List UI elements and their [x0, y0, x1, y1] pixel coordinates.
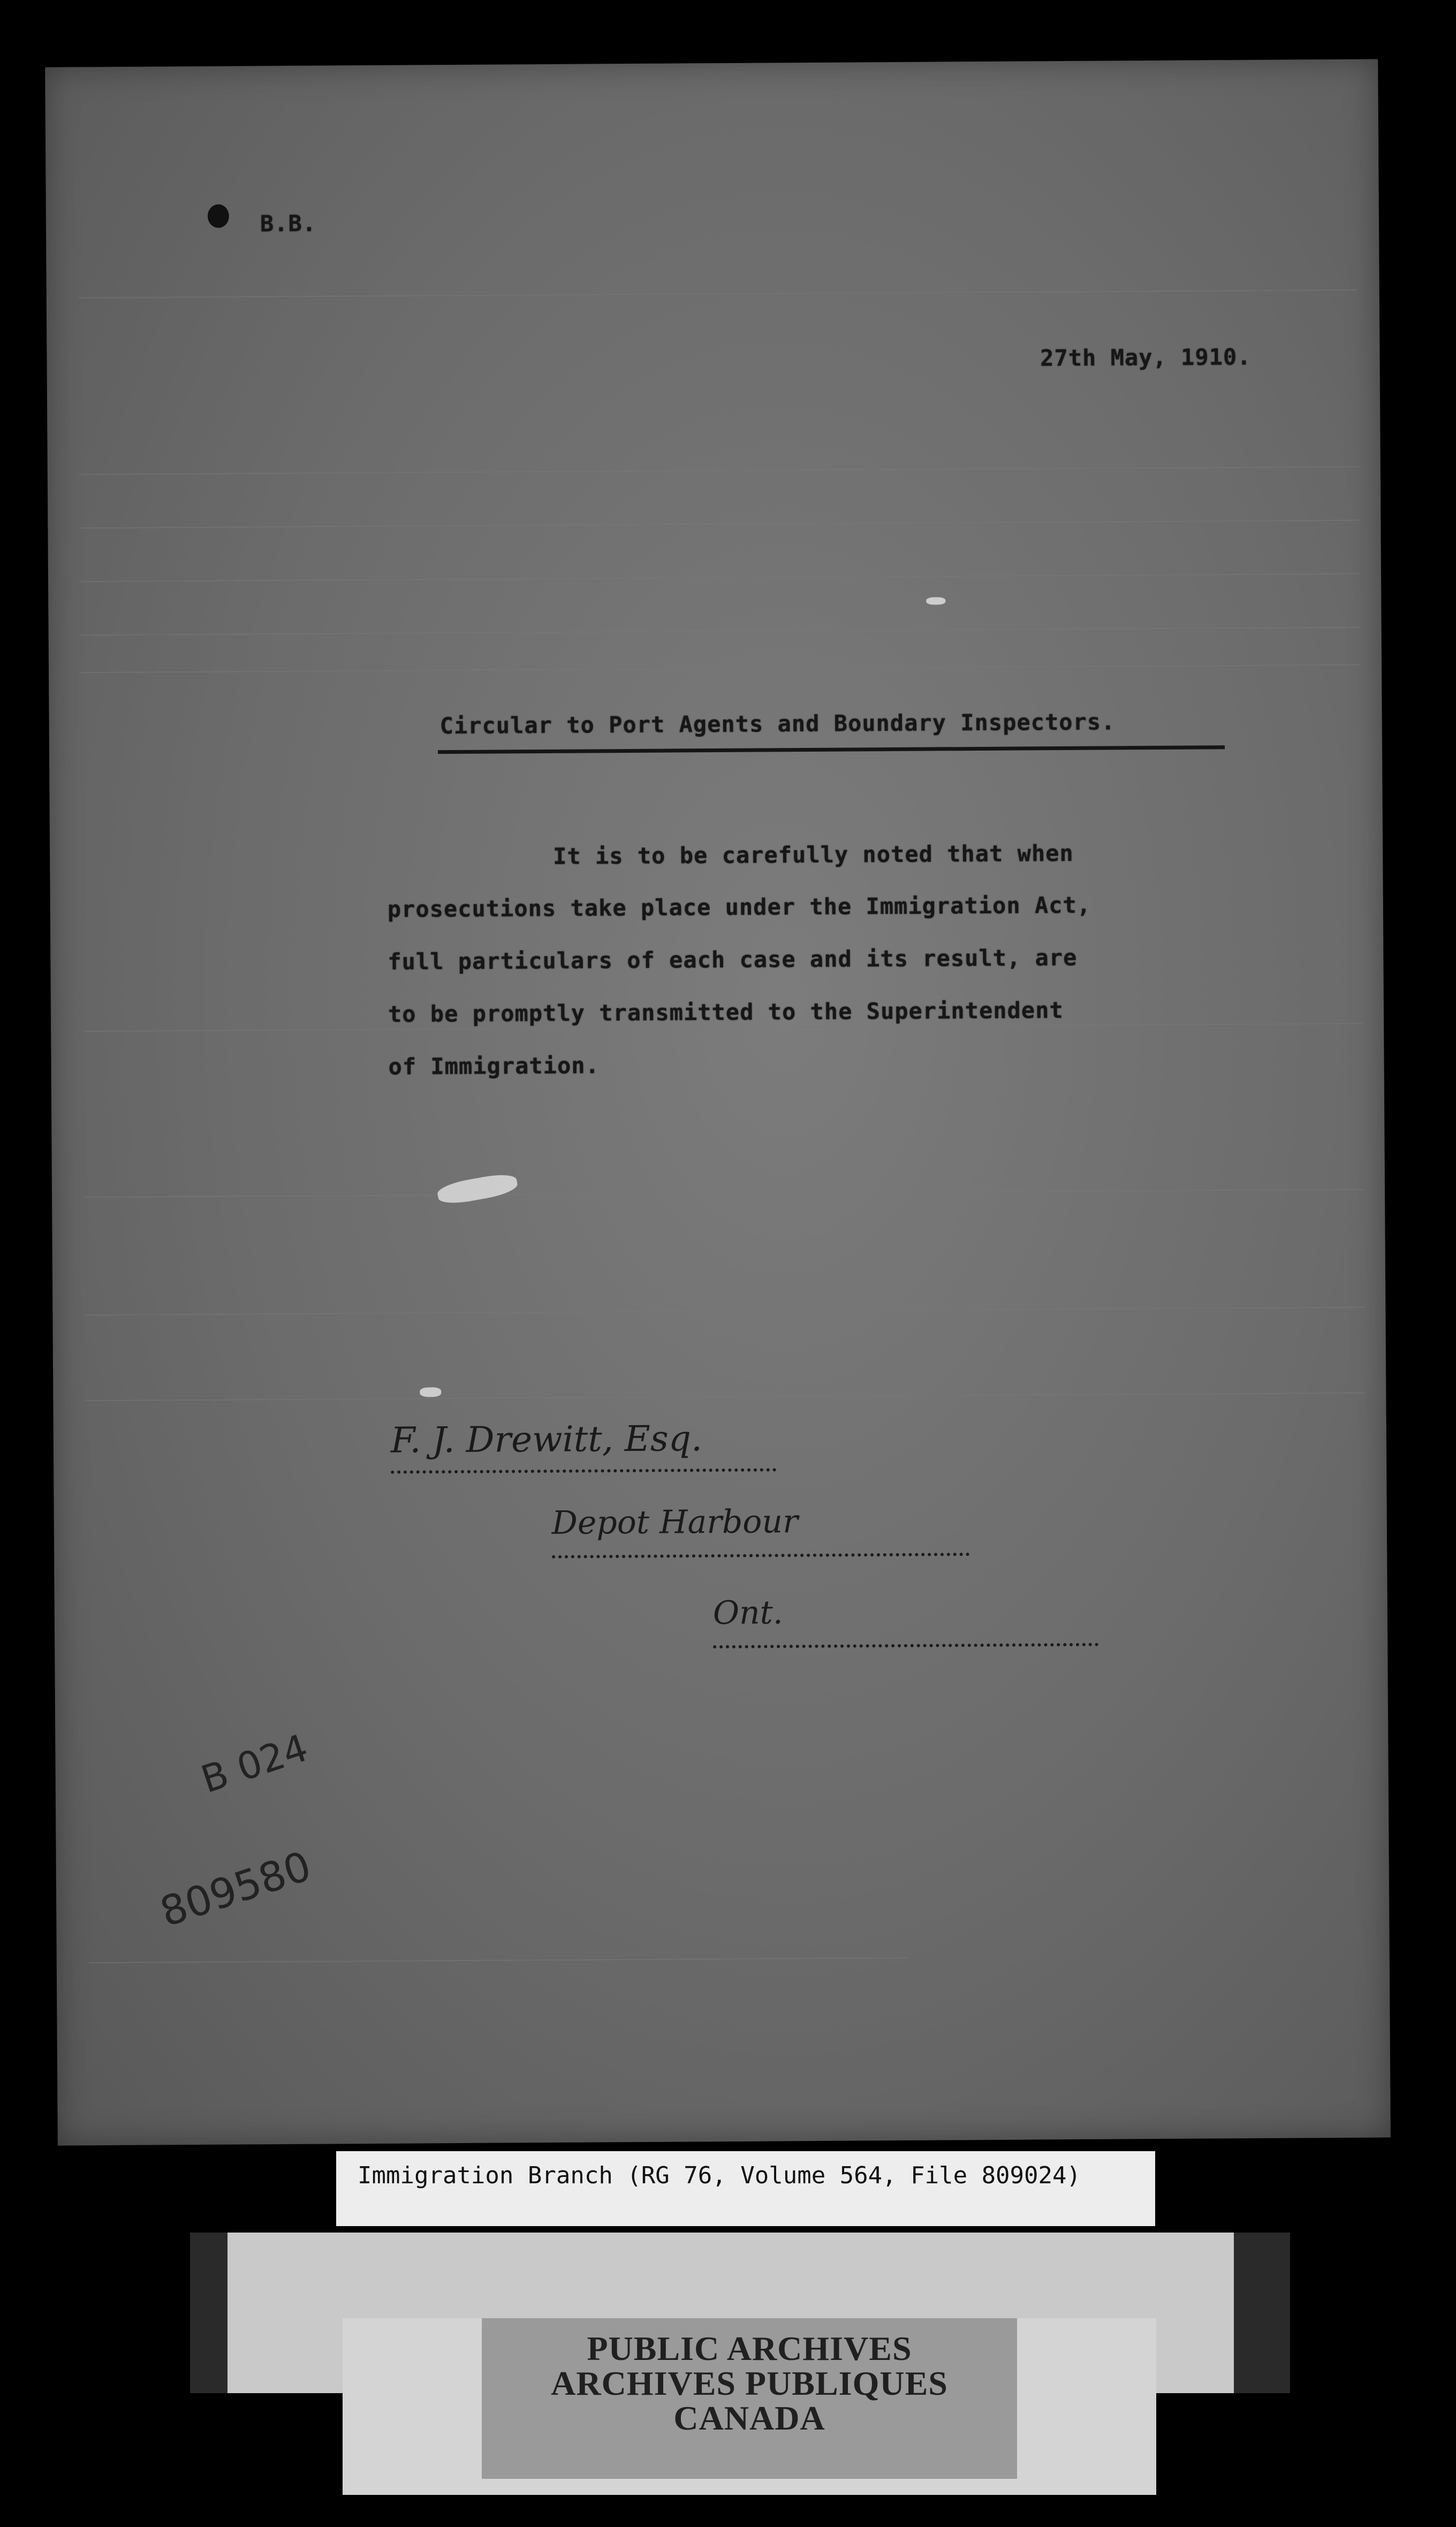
body-line: prosecutions take place under the Immigration Act,	[387, 891, 1091, 922]
paper-rule	[84, 1189, 1363, 1198]
reference-mark: B.B.	[260, 210, 317, 237]
paper-rule	[80, 520, 1359, 529]
letter-heading: Circular to Port Agents and Boundary Inspectors.	[439, 708, 1116, 739]
mount-shadow	[190, 2233, 228, 2393]
paper-rule	[85, 1393, 1364, 1402]
archive-label	[336, 2151, 1155, 2226]
body-line: of Immigration.	[388, 1052, 600, 1080]
paper-rule	[79, 290, 1358, 299]
paper-damage	[436, 1171, 519, 1207]
paper-rule	[81, 627, 1360, 636]
address-dotted-line	[552, 1553, 969, 1558]
paper-rule	[89, 1957, 908, 1963]
heading-underline	[438, 745, 1225, 754]
body-line: to be promptly transmitted to the Superintendent	[388, 997, 1064, 1027]
archives-stamp	[343, 2318, 1156, 2495]
paper-damage	[926, 597, 945, 604]
address-name: F. J. Drewitt, Esq.	[390, 1418, 703, 1461]
paper-rule	[80, 466, 1359, 475]
stamp-line: PUBLIC ARCHIVES	[587, 2329, 912, 2367]
archive-label-text: Immigration Branch (RG 76, Volume 564, File 809024)	[358, 2162, 1081, 2189]
address-province: Ont.	[712, 1594, 784, 1632]
stamp-line: ARCHIVES PUBLIQUES	[551, 2364, 948, 2402]
body-line: It is to be carefully noted that when	[553, 839, 1074, 869]
pencil-note: 809580	[154, 1842, 317, 1936]
body-line: full particulars of each case and its result, are	[388, 944, 1078, 975]
paper-rule	[80, 573, 1360, 582]
pencil-note: B 024	[195, 1726, 314, 1802]
paper-rule	[85, 1307, 1364, 1316]
letter-date: 27th May, 1910.	[1040, 343, 1252, 372]
address-dotted-line	[391, 1468, 776, 1473]
letter-page	[45, 59, 1391, 2145]
paper-rule	[81, 664, 1360, 674]
stamp-line: CANADA	[673, 2399, 825, 2437]
paper-damage	[420, 1387, 441, 1397]
address-dotted-line	[713, 1643, 1098, 1648]
ink-blot	[208, 205, 229, 228]
mount-shadow	[1234, 2233, 1290, 2393]
address-place: Depot Harbour	[551, 1503, 798, 1542]
